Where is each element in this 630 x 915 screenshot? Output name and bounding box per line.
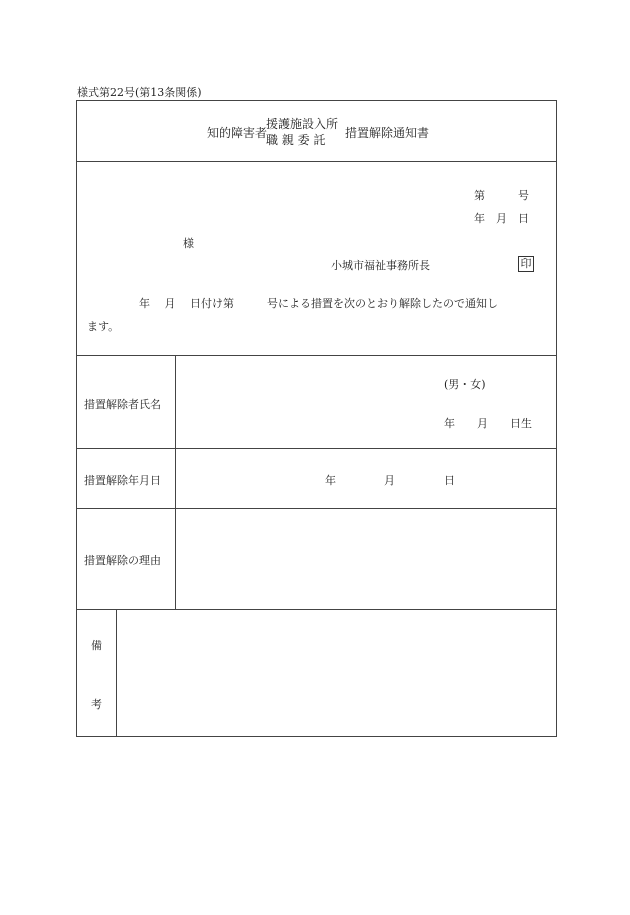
notice-body-line2: ます。 [87, 320, 120, 333]
birth-date-field: 年 月 日生 [444, 417, 532, 430]
divider-remarks-column [116, 609, 117, 737]
notice-body-line1: 年 月 日付け第 号による措置を次のとおり解除したので通知し [139, 297, 498, 310]
issuer-name: 小城市福祉事務所長 [331, 259, 430, 272]
reason-label: 措置解除の理由 [84, 554, 161, 567]
release-date-month: 月 [384, 474, 395, 487]
title-option-lower: 職 親 委 託 [266, 133, 326, 147]
name-label: 措置解除者氏名 [84, 398, 161, 411]
divider-label-column [175, 355, 176, 609]
release-date-label: 措置解除年月日 [84, 474, 161, 487]
release-date-year: 年 [325, 474, 336, 487]
title-prefix: 知的障害者 [207, 126, 268, 140]
release-date-day: 日 [444, 474, 455, 487]
divider-date [76, 508, 557, 509]
remarks-label-1: 備 [91, 639, 102, 652]
divider-reason [76, 609, 557, 610]
divider-title [76, 161, 557, 162]
remarks-label-2: 考 [91, 698, 102, 711]
title-option-upper: 援護施設入所 [266, 117, 339, 131]
divider-notice [76, 355, 557, 356]
title-suffix: 措置解除通知書 [345, 126, 430, 140]
form-header: 様式第22号(第13条関係) [77, 86, 202, 99]
divider-name [76, 448, 557, 449]
notice-number: 第 号 [474, 189, 529, 202]
seal-mark: 印 [518, 256, 534, 272]
gender-field: (男・女) [444, 378, 486, 391]
notice-date: 年 月 日 [474, 212, 529, 225]
addressee-suffix: 様 [183, 237, 194, 250]
